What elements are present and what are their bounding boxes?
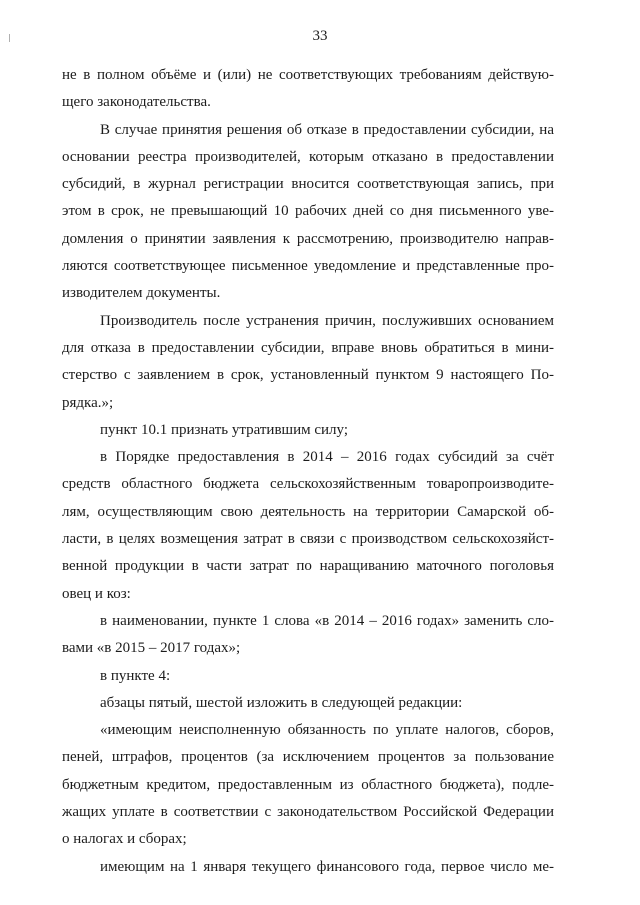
text-line: «имеющим неисполненную обязанность по уплате налогов, сборов, xyxy=(100,722,554,739)
text-line: изводителем документы. xyxy=(62,285,221,302)
text-line: в Порядке предоставления в 2014 – 2016 годах субсидий за счёт xyxy=(100,449,554,466)
text-line: домления о принятии заявления к рассмотрению, производителю направ- xyxy=(62,230,554,247)
text-line: не в полном объёме и (или) не соответствующих требованиям действую- xyxy=(62,67,554,83)
text-line: пеней, штрафов, процентов (за исключением процентов за пользование xyxy=(62,749,554,766)
text-line: вами «в 2015 – 2017 годах»; xyxy=(62,640,241,657)
text-line: основании реестра производителей, которым отказано в предоставлении xyxy=(62,148,554,165)
text-line: стерство с заявлением в срок, установленный пунктом 9 настоящего По- xyxy=(62,367,554,384)
text-line: лям, осуществляющим свою деятельность на территории Самарской об- xyxy=(62,503,554,520)
text-line: этом в срок, не превышающий 10 рабочих дней со дня письменного уве- xyxy=(62,203,554,220)
text-line: в пункте 4: xyxy=(100,667,171,684)
text-line: жащих уплате в соответствии с законодательством Российской Федерации xyxy=(62,804,554,821)
text-line: абзацы пятый, шестой изложить в следующей редакции: xyxy=(100,694,463,711)
text-line: ляются соответствующее письменное уведомление и представленные про- xyxy=(62,258,554,275)
text-line: для отказа в предоставлении субсидии, вправе вновь обратиться в мини- xyxy=(62,339,554,356)
text-line: ласти, в целях возмещения затрат в связи с производством сельскохозяйст- xyxy=(62,531,554,548)
text-line: щего законодательства. xyxy=(62,94,211,111)
body-text xyxy=(62,62,554,881)
text-line: В случае принятия решения об отказе в предоставлении субсидии, на xyxy=(100,121,554,138)
text-line: средств областного бюджета сельскохозяйственным товаропроизводите- xyxy=(62,476,554,493)
text-line: Производитель после устранения причин, послуживших основанием xyxy=(100,312,554,329)
text-line: пункт 10.1 признать утратившим силу; xyxy=(100,421,349,438)
text-line: о налогах и сборах; xyxy=(62,831,187,848)
text-line: венной продукции в части затрат по наращиванию маточного поголовья xyxy=(62,558,554,575)
text-line: рядка.»; xyxy=(62,394,114,411)
text-line: в наименовании, пункте 1 слова «в 2014 – 2016 годах» заменить сло- xyxy=(100,612,554,629)
text-line: овец и коз: xyxy=(62,585,131,602)
text-line: субсидий, в журнал регистрации вносится соответствующая запись, при xyxy=(62,176,554,193)
text-line: имеющим на 1 января текущего финансового года, первое число ме- xyxy=(100,858,554,875)
text-line: бюджетным кредитом, предоставленным из областного бюджета), подле- xyxy=(62,776,554,793)
page-number: 33 xyxy=(312,28,328,44)
